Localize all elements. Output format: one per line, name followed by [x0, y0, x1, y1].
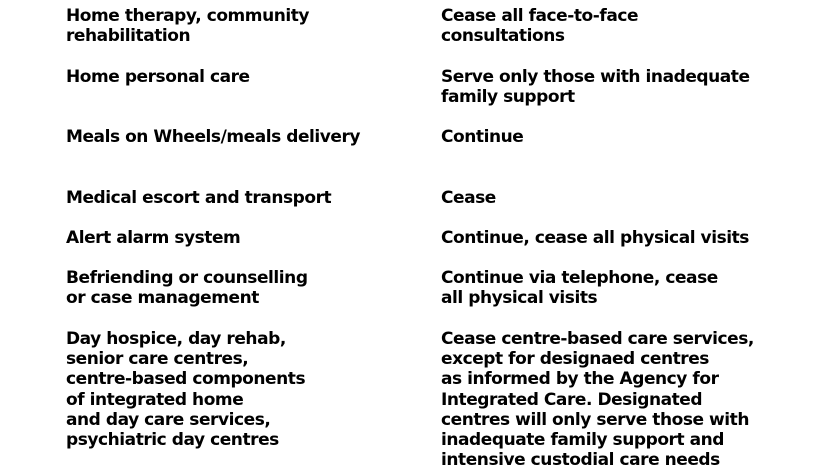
service-name: Medical escort and transport — [66, 188, 332, 208]
service-name: Alert alarm system — [66, 228, 241, 248]
service-name: Home therapy, community rehabilitation — [66, 6, 310, 47]
service-status: Cease all face-to-face consultations — [441, 6, 639, 47]
service-status: Continue via telephone, cease all physical visits — [441, 268, 718, 309]
service-status: Cease centre-based care services, except for designaed centres as informed by the Agency for Integrated Care. Designated centres will only serve those with inadequate family support and intensive custodial care needs — [441, 329, 754, 470]
service-name: Home personal care — [66, 67, 250, 87]
service-status: Continue — [441, 127, 524, 147]
service-status: Cease — [441, 188, 496, 208]
service-status: Serve only those with inadequate family support — [441, 67, 750, 108]
service-status: Continue, cease all physical visits — [441, 228, 749, 248]
service-name: Meals on Wheels/meals delivery — [66, 127, 361, 147]
service-name: Befriending or counselling or case management — [66, 268, 308, 309]
service-name: Day hospice, day rehab, senior care centres, centre-based components of integrated home and day care services, psychiatric day centres — [66, 329, 306, 451]
